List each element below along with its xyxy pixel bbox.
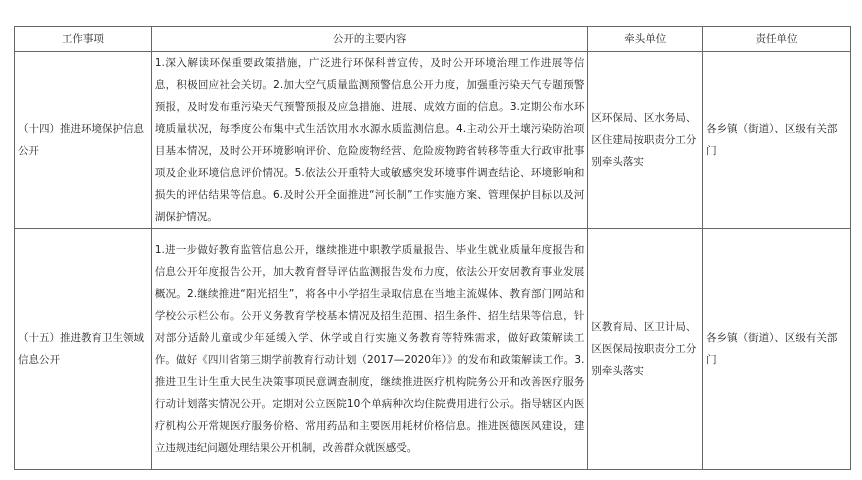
table-row	[15, 229, 851, 470]
row-work-item: （十四）推进环境保护信息公开	[15, 52, 152, 229]
row-lead-unit: 区环保局、区水务局、区住建局按职责分工分别牵头落实	[588, 52, 703, 229]
row-responsible-unit: 各乡镇（街道）、区级有关部门	[703, 52, 851, 229]
row-lead-unit: 区教育局、区卫计局、区医保局按职责分工分别牵头落实	[588, 229, 703, 470]
table-row	[15, 52, 851, 229]
row-responsible-unit: 各乡镇（街道）、区级有关部门	[703, 229, 851, 470]
row-main-content: 1.深入解读环保重要政策措施，广泛进行环保科普宣传，及时公开环境治理工作进展等信息，积极回应社会关切。2.加大空气质量监测预警信息公开力度，加强重污染天气专题预警预报，及时发布重污染天气预警预报及应急措施、进展、成效方面的信息。3.定期公布水环境质量状况，每季度公布集中式生活饮用水水源水质监测信息。4.主动公开土壤污染防治项目基本情况，及时公开环境影响评价、危险废物经营、危险废物跨省转移等重大行政审批事项及企业环境信息评价情况。5.依法公开重特大或敏感突发环境事件调查结论、环境影响和损失的评估结果等信息。6.及时公开全面推进“河长制”工作实施方案、管理保护目标以及河湖保护情况。	[151, 52, 588, 229]
row-work-item: （十五）推进教育卫生领域信息公开	[15, 229, 152, 470]
row-main-content: 1.进一步做好教育监管信息公开，继续推进中职教学质量报告、毕业生就业质量年度报告和信息公开年度报告公开，加大教育督导评估监测报告发布力度，依法公开安居教育事业发展概况。2.继续推进“阳光招生”，将各中小学招生录取信息在当地主流媒体、教育部门网站和学校公示栏公布。公开义务教育学校基本情况及招生范围、招生条件、招生结果等信息，针对部分适龄儿童或少年延缓入学、休学或自行实施义务教育等特殊需求，做好政策解读工作。做好《四川省第三期学前教育行动计划（2017—2020年）》的发布和政策解读工作。3.推进卫生计生重大民生决策事项民意调查制度，继续推进医疗机构院务公开和改善医疗服务行动计划落实情况公开。定期对公立医院10个单病种次均住院费用进行公示。指导辖区内医疗机构公开常规医疗服务价格、常用药品和主要医用耗材价格信息。推进医德医风建设，建立违规违纪问题处理结果公开机制，改善群众就医感受。	[151, 229, 588, 470]
header-main-content: 公开的主要内容	[151, 27, 588, 52]
header-work-item: 工作事项	[15, 27, 152, 52]
work-items-table	[14, 26, 851, 470]
table-header-row	[15, 27, 851, 52]
header-lead-unit: 牵头单位	[588, 27, 703, 52]
header-responsible-unit: 责任单位	[703, 27, 851, 52]
